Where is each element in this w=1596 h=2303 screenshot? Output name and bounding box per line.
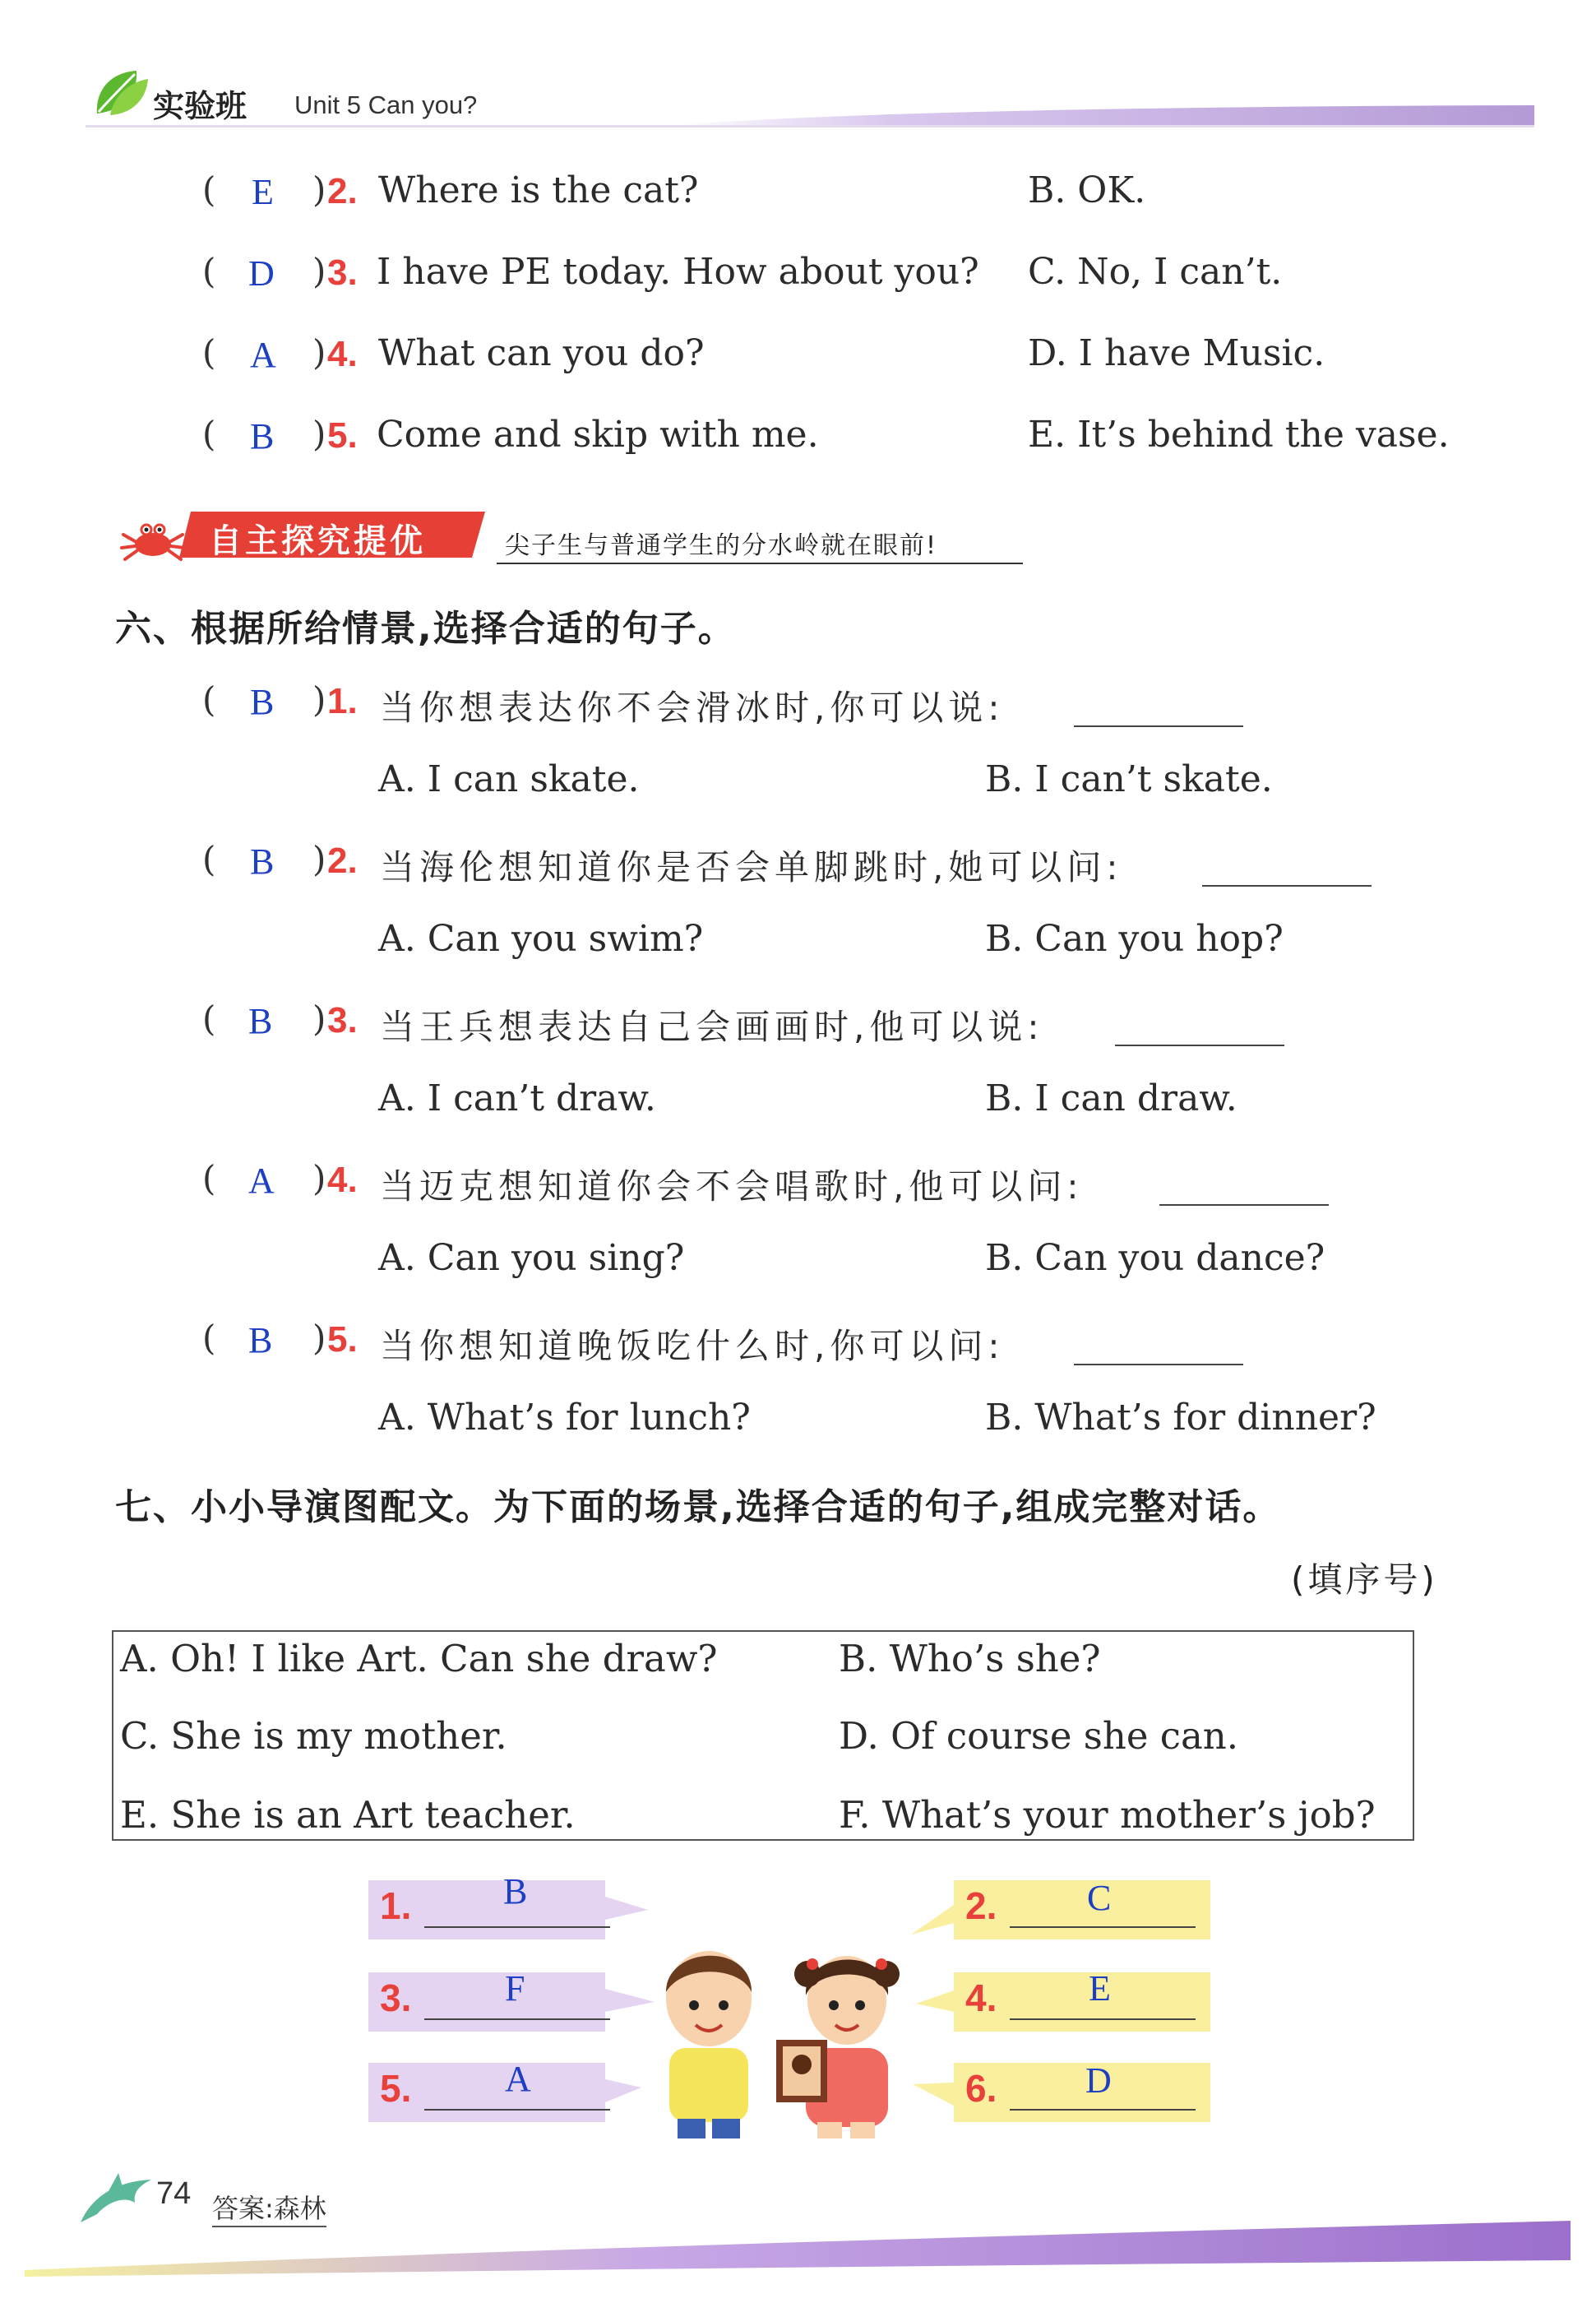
question-number: 2.: [327, 841, 358, 881]
paren-open: (: [202, 679, 216, 720]
answer-blank: [1115, 1045, 1284, 1046]
option-b: B. What’s for dinner?: [985, 1397, 1376, 1439]
match-option: B. OK.: [1028, 169, 1146, 211]
match-option: C. No, I can’t.: [1028, 251, 1283, 293]
question-prompt: 当迈克想知道你会不会唱歌时,他可以问:: [380, 1166, 1084, 1207]
bubble-answer: F: [505, 1968, 525, 2009]
answer-blank: [424, 1926, 610, 1928]
crab-icon: [120, 512, 186, 564]
dialogue-option: C. She is my mother.: [120, 1714, 507, 1758]
paren-close: ): [312, 414, 326, 454]
question-prompt: 当海伦想知道你是否会单脚跳时,她可以问:: [380, 847, 1123, 887]
slogan-underline: [497, 563, 1023, 564]
paren-close: ): [312, 839, 326, 879]
option-b: B. I can’t skate.: [985, 758, 1273, 800]
section6-title: 六、根据所给情景,选择合适的句子。: [115, 608, 736, 650]
paren-close: ): [312, 169, 326, 210]
question-number: 3.: [327, 1000, 358, 1040]
paren-close: ): [312, 1318, 326, 1358]
header-rule: [86, 125, 1534, 127]
banner-slogan: 尖子生与普通学生的分水岭就在眼前!: [505, 531, 938, 560]
question-text: I have PE today. How about you?: [377, 251, 979, 293]
answer-mark: D: [248, 253, 275, 294]
bubble-number: 1.: [380, 1884, 412, 1927]
dialogue-option: F. What’s your mother’s job?: [839, 1793, 1376, 1837]
question-prompt: 当你想表达你不会滑冰时,你可以说:: [380, 688, 1005, 728]
unit-label: Unit 5 Can you?: [294, 90, 478, 119]
paren-open: (: [202, 1318, 216, 1358]
bubble-number: 4.: [965, 1976, 997, 2019]
option-a: A. Can you swim?: [378, 918, 704, 960]
bubble-answer: D: [1085, 2060, 1112, 2101]
option-b: B. I can draw.: [985, 1077, 1237, 1119]
answer-blank: [1202, 885, 1372, 887]
paren-open: (: [202, 999, 216, 1039]
question-number: 2.: [327, 171, 358, 211]
speech-bubble: [904, 1877, 1217, 1943]
fill-instruction: (填序号): [1291, 1559, 1438, 1600]
paren-close: ): [312, 332, 326, 373]
footer-band: [25, 2213, 1571, 2278]
speech-bubble: [904, 1969, 1217, 2035]
answer-mark: B: [250, 682, 275, 722]
paren-close: ): [312, 999, 326, 1039]
match-option: D. I have Music.: [1028, 332, 1325, 374]
question-text: Where is the cat?: [378, 169, 699, 211]
answer-blank: [1010, 2018, 1196, 2020]
answer-blank: [1010, 2109, 1196, 2111]
header-band: [674, 104, 1534, 127]
bubble-answer: C: [1087, 1878, 1112, 1918]
dialogue-option: D. Of course she can.: [839, 1714, 1239, 1758]
paren-open: (: [202, 839, 216, 879]
question-number: 3.: [327, 253, 358, 293]
page-number: 74: [156, 2176, 192, 2211]
leaf-logo-icon: [92, 67, 151, 118]
option-b: B. Can you dance?: [985, 1237, 1325, 1279]
dialogue-option: A. Oh! I like Art. Can she draw?: [120, 1637, 718, 1680]
answer-blank: [1074, 1364, 1243, 1365]
paren-open: (: [202, 1158, 216, 1198]
banner-title: 自主探究提优: [209, 522, 426, 560]
question-text: What can you do?: [378, 332, 705, 374]
question-prompt: 当你想知道晚饭吃什么时,你可以问:: [380, 1326, 1005, 1366]
question-text: Come and skip with me.: [377, 414, 819, 456]
bubble-number: 3.: [380, 1976, 412, 2019]
answer-mark: A: [248, 1161, 275, 1201]
question-number: 1.: [327, 681, 358, 721]
bubble-answer: E: [1089, 1968, 1111, 2009]
option-a: A. What’s for lunch?: [378, 1397, 751, 1439]
option-b: B. Can you hop?: [985, 918, 1284, 960]
paren-open: (: [202, 251, 216, 291]
answer-mark: A: [250, 335, 276, 375]
footer-answer-note: 答案:森林: [212, 2188, 326, 2227]
question-number: 4.: [327, 334, 358, 374]
answer-mark: B: [250, 841, 275, 882]
book-name: 实验班: [153, 88, 247, 124]
option-a: A. I can skate.: [378, 758, 640, 800]
bubble-answer: A: [505, 2059, 531, 2099]
question-number: 4.: [327, 1160, 358, 1200]
answer-mark: E: [252, 172, 274, 212]
paren-open: (: [202, 332, 216, 373]
question-number: 5.: [327, 1319, 358, 1360]
answer-blank: [424, 2018, 610, 2020]
answer-mark: B: [248, 1320, 273, 1360]
bubble-number: 2.: [965, 1884, 997, 1927]
answer-mark: B: [248, 1001, 273, 1041]
paren-close: ): [312, 679, 326, 720]
answer-mark: B: [250, 416, 275, 456]
paren-close: ): [312, 1158, 326, 1198]
option-a: A. Can you sing?: [378, 1237, 685, 1279]
question-prompt: 当王兵想表达自己会画画时,他可以说:: [380, 1007, 1044, 1047]
match-option: E. It’s behind the vase.: [1028, 414, 1450, 456]
dialogue-option: B. Who’s she?: [839, 1637, 1101, 1680]
bubble-number: 5.: [380, 2067, 412, 2110]
option-a: A. I can’t draw.: [378, 1077, 656, 1119]
paren-open: (: [202, 414, 216, 454]
bubble-answer: B: [503, 1871, 528, 1911]
answer-blank: [424, 2109, 610, 2111]
question-number: 5.: [327, 415, 358, 456]
paren-close: ): [312, 251, 326, 291]
answer-blank: [1074, 725, 1243, 727]
answer-blank: [1159, 1204, 1329, 1206]
children-illustration: [641, 1916, 921, 2138]
answer-blank: [1010, 1926, 1196, 1928]
speech-bubble: [904, 2060, 1217, 2125]
paren-open: (: [202, 169, 216, 210]
dialogue-option: E. She is an Art teacher.: [120, 1793, 576, 1837]
bubble-number: 6.: [965, 2067, 997, 2110]
section7-title: 七、小小导演图配文。为下面的场景,选择合适的句子,组成完整对话。: [115, 1486, 1281, 1528]
